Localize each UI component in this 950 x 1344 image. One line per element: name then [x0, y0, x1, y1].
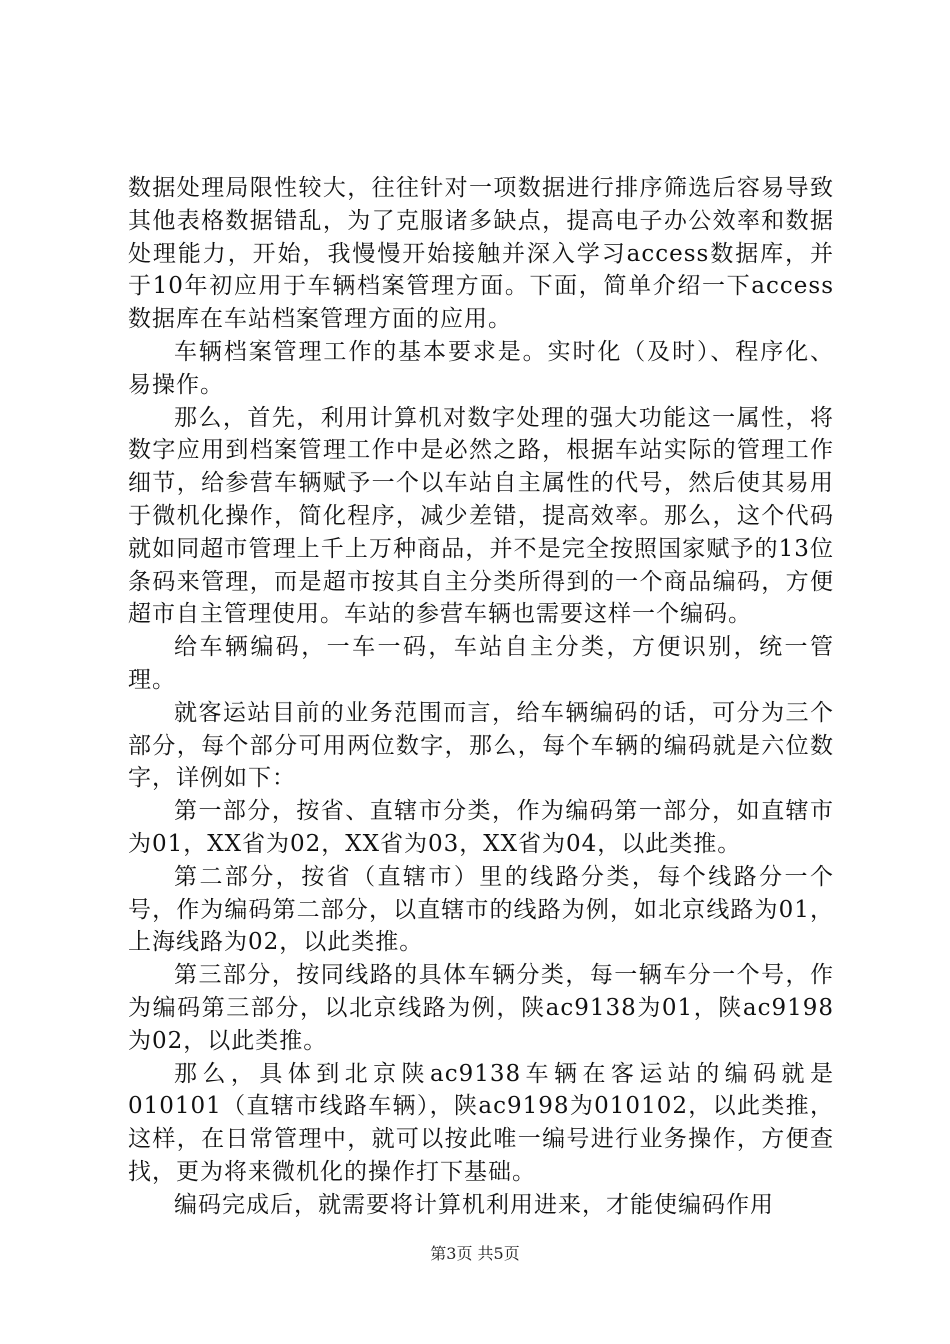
paragraph-8: 第三部分，按同线路的具体车辆分类，每一辆车分一个号，作为编码第三部分，以北京线路为例，陕ac9138为01，陕ac9198为02，以此类推。: [128, 962, 834, 1054]
document-body: [128, 172, 834, 1222]
paragraph-5: 就客运站目前的业务范围而言，给车辆编码的话，可分为三个部分，每个部分可用两位数字，那么，每个车辆的编码就是六位数字，详例如下：: [128, 699, 834, 792]
paragraph-3: 那么，首先，利用计算机对数字处理的强大功能这一属性，将数字应用到档案管理工作中是必然之路，根据车站实际的管理工作细节，给参营车辆赋予一个以车站自主属性的代号，然后使其易用于微机化操作，简化程序，减少差错，提高效率。那么，这个代码就如同超市管理上千上万种商品，并不是完全按照国家赋予的13位条码来管理，而是超市按其自主分类所得到的一个商品编码，方便超市自主管理使用。车站的参营车辆也需要这样一个编码。: [128, 404, 834, 628]
paragraph-2: 车辆档案管理工作的基本要求是。实时化（及时）、程序化、易操作。: [128, 338, 834, 398]
paragraph-10: 编码完成后，就需要将计算机利用进来，才能使编码作用: [174, 1191, 774, 1218]
paragraph-9: 那么，具体到北京陕ac9138车辆在客运站的编码就是010101（直辖市线路车辆），陕ac9198为010102，以此类推，这样，在日常管理中，就可以按此唯一编号进行业务操作，方便查找，更为将来微机化的操作打下基础。: [128, 1060, 834, 1185]
paragraph-6: 第一部分，按省、直辖市分类，作为编码第一部分，如直辖市为01，XX省为02，XX省为03，XX省为04，以此类推。: [128, 798, 834, 857]
paragraph-4: 给车辆编码，一车一码，车站自主分类，方便识别，统一管理。: [128, 634, 834, 693]
page-footer: 第3页 共5页: [430, 1244, 520, 1263]
paragraph-1: 数据处理局限性较大，往往针对一项数据进行排序筛选后容易导致其他表格数据错乱，为了克服诸多缺点，提高电子办公效率和数据处理能力，开始，我慢慢开始接触并深入学习access数据库，并于10年初应用于车辆档案管理方面。下面，简单介绍一下access数据库在车站档案管理方面的应用。: [128, 175, 834, 333]
paragraph-7: 第二部分，按省（直辖市）里的线路分类，每个线路分一个号，作为编码第二部分，以直辖市的线路为例，如北京线路为01，上海线路为02，以此类推。: [128, 863, 834, 956]
